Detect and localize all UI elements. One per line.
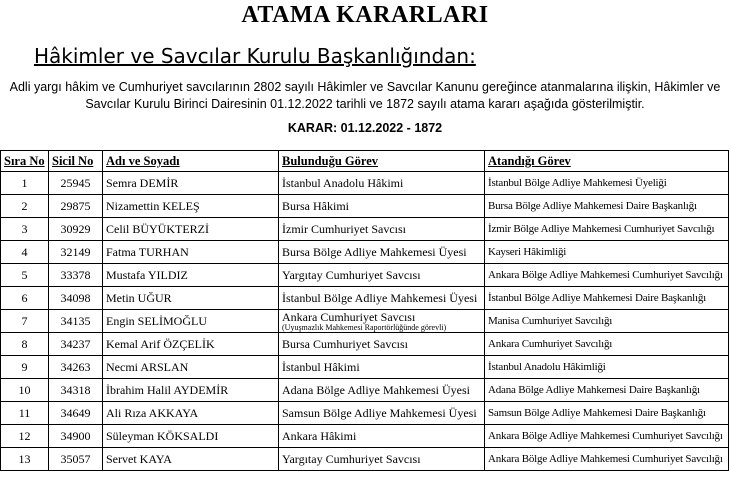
cell-sicil-no: 33378 bbox=[49, 264, 103, 287]
table-row bbox=[1, 241, 729, 264]
table-row bbox=[1, 310, 729, 333]
table-header-row bbox=[1, 151, 729, 172]
cell-assigned-post: Ankara Bölge Adliye Mahkemesi Cumhuriyet Savcılığı bbox=[485, 425, 729, 448]
intro-paragraph bbox=[2, 79, 728, 113]
cell-name: Celil BÜYÜKTERZİ bbox=[103, 218, 279, 241]
cell-sira-no: 7 bbox=[1, 310, 49, 333]
cell-current-post: Samsun Bölge Adliye Mahkemesi Üyesi bbox=[279, 402, 485, 425]
column-header-assigned-post: Atandığı Görev bbox=[485, 151, 729, 172]
cell-assigned-post: Ankara Bölge Adliye Mahkemesi Cumhuriyet Savcılığı bbox=[485, 448, 729, 471]
table-row bbox=[1, 333, 729, 356]
cell-sira-no: 13 bbox=[1, 448, 49, 471]
column-header-name: Adı ve Soyadı bbox=[103, 151, 279, 172]
table-row bbox=[1, 379, 729, 402]
appointments-table bbox=[0, 150, 729, 471]
cell-sira-no: 12 bbox=[1, 425, 49, 448]
cell-name: Fatma TURHAN bbox=[103, 241, 279, 264]
cell-sicil-no: 34135 bbox=[49, 310, 103, 333]
cell-sira-no: 4 bbox=[1, 241, 49, 264]
table-row bbox=[1, 195, 729, 218]
cell-sicil-no: 34318 bbox=[49, 379, 103, 402]
table-row bbox=[1, 287, 729, 310]
current-post-note: (Uyuşmazlık Mahkemesi Raportörlüğünde görevli) bbox=[282, 322, 447, 332]
decision-number: KARAR: 01.12.2022 - 1872 bbox=[287, 121, 443, 135]
cell-name: Nizamettin KELEŞ bbox=[103, 195, 279, 218]
cell-sira-no: 5 bbox=[1, 264, 49, 287]
cell-current-post: İzmir Cumhuriyet Savcısı bbox=[279, 218, 485, 241]
cell-current-post: Yargıtay Cumhuriyet Savcısı bbox=[279, 264, 485, 287]
table-row bbox=[1, 264, 729, 287]
cell-sicil-no: 35057 bbox=[49, 448, 103, 471]
cell-sira-no: 1 bbox=[1, 172, 49, 195]
cell-current-post bbox=[279, 310, 485, 333]
cell-name: Ali Rıza AKKAYA bbox=[103, 402, 279, 425]
cell-assigned-post: İstanbul Anadolu Hâkimliği bbox=[485, 356, 729, 379]
cell-sira-no: 6 bbox=[1, 287, 49, 310]
table-row bbox=[1, 448, 729, 471]
cell-current-post: İstanbul Hâkimi bbox=[279, 356, 485, 379]
cell-sicil-no: 34649 bbox=[49, 402, 103, 425]
cell-assigned-post: Bursa Bölge Adliye Mahkemesi Daire Başkanlığı bbox=[485, 195, 729, 218]
cell-current-post: Yargıtay Cumhuriyet Savcısı bbox=[279, 448, 485, 471]
cell-name: Kemal Arif ÖZÇELİK bbox=[103, 333, 279, 356]
cell-name: Necmi ARSLAN bbox=[103, 356, 279, 379]
cell-sicil-no: 30929 bbox=[49, 218, 103, 241]
cell-current-post: Bursa Cumhuriyet Savcısı bbox=[279, 333, 485, 356]
cell-current-post: İstanbul Bölge Adliye Mahkemesi Üyesi bbox=[279, 287, 485, 310]
column-header-current-post: Bulunduğu Görev bbox=[279, 151, 485, 172]
table-row bbox=[1, 218, 729, 241]
cell-sicil-no: 34237 bbox=[49, 333, 103, 356]
cell-sira-no: 3 bbox=[1, 218, 49, 241]
cell-name: Süleyman KÖKSALDI bbox=[103, 425, 279, 448]
cell-name: İbrahim Halil AYDEMİR bbox=[103, 379, 279, 402]
cell-assigned-post: Ankara Bölge Adliye Mahkemesi Cumhuriyet Savcılığı bbox=[485, 264, 729, 287]
table-row bbox=[1, 356, 729, 379]
cell-sicil-no: 29875 bbox=[49, 195, 103, 218]
cell-assigned-post: Adana Bölge Adliye Mahkemesi Daire Başkanlığı bbox=[485, 379, 729, 402]
column-header-sira-no: Sıra No bbox=[1, 151, 49, 172]
cell-sicil-no: 34098 bbox=[49, 287, 103, 310]
cell-assigned-post: Manisa Cumhuriyet Savcılığı bbox=[485, 310, 729, 333]
cell-assigned-post: İzmir Bölge Adliye Mahkemesi Cumhuriyet Savcılığı bbox=[485, 218, 729, 241]
table-row bbox=[1, 425, 729, 448]
cell-sira-no: 11 bbox=[1, 402, 49, 425]
cell-name: Servet KAYA bbox=[103, 448, 279, 471]
cell-sicil-no: 34900 bbox=[49, 425, 103, 448]
cell-current-post: Ankara Hâkimi bbox=[279, 425, 485, 448]
cell-sicil-no: 32149 bbox=[49, 241, 103, 264]
cell-name: Engin SELİMOĞLU bbox=[103, 310, 279, 333]
table-row bbox=[1, 402, 729, 425]
cell-assigned-post: İstanbul Bölge Adliye Mahkemesi Daire Başkanlığı bbox=[485, 287, 729, 310]
cell-assigned-post: Samsun Bölge Adliye Mahkemesi Daire Başkanlığı bbox=[485, 402, 729, 425]
cell-sira-no: 10 bbox=[1, 379, 49, 402]
issuer-heading: Hâkimler ve Savcılar Kurulu Başkanlığından: bbox=[34, 44, 476, 68]
cell-assigned-post: Kayseri Hâkimliği bbox=[485, 241, 729, 264]
cell-name: Semra DEMİR bbox=[103, 172, 279, 195]
cell-assigned-post: Ankara Cumhuriyet Savcılığı bbox=[485, 333, 729, 356]
cell-sira-no: 9 bbox=[1, 356, 49, 379]
table-row bbox=[1, 172, 729, 195]
cell-sira-no: 2 bbox=[1, 195, 49, 218]
intro-line-1: Adli yargı hâkim ve Cumhuriyet savcılarının 2802 sayılı Hâkimler ve Savcılar Kanunu gereğince atanmalarına ilişkin, Hâkimler ve bbox=[9, 80, 721, 94]
intro-line-2: Savcılar Kurulu Birinci Dairesinin 01.12.2022 tarihli ve 1872 sayılı atama kararı aşağıda gösterilmiştir. bbox=[85, 97, 645, 111]
cell-assigned-post: İstanbul Bölge Adliye Mahkemesi Üyeliği bbox=[485, 172, 729, 195]
cell-name: Mustafa YILDIZ bbox=[103, 264, 279, 287]
cell-name: Metin UĞUR bbox=[103, 287, 279, 310]
document-title: ATAMA KARARLARI bbox=[241, 2, 489, 28]
cell-current-post: Bursa Hâkimi bbox=[279, 195, 485, 218]
current-post-text: Ankara Cumhuriyet Savcısı bbox=[282, 309, 416, 324]
cell-current-post: Bursa Bölge Adliye Mahkemesi Üyesi bbox=[279, 241, 485, 264]
cell-current-post: Adana Bölge Adliye Mahkemesi Üyesi bbox=[279, 379, 485, 402]
cell-sira-no: 8 bbox=[1, 333, 49, 356]
cell-sicil-no: 25945 bbox=[49, 172, 103, 195]
column-header-sicil-no: Sicil No bbox=[49, 151, 103, 172]
cell-current-post: İstanbul Anadolu Hâkimi bbox=[279, 172, 485, 195]
cell-sicil-no: 34263 bbox=[49, 356, 103, 379]
